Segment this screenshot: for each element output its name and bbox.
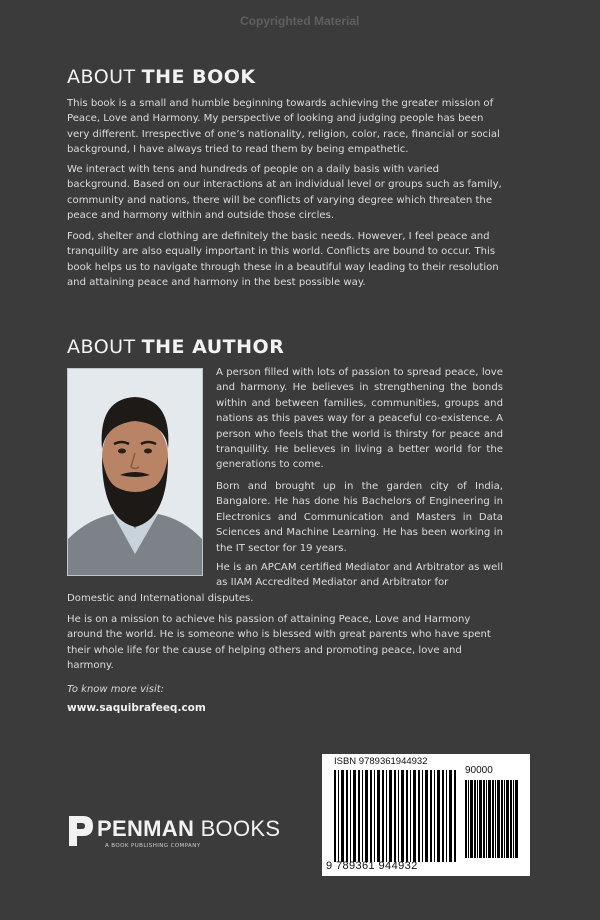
barcode-bar [353,770,356,862]
about-book-title-bold: THE BOOK [141,66,256,88]
about-book-title [67,66,256,88]
barcode-bar [454,770,456,862]
author-paragraph-3-line1: He is an APCAM certified Mediator and Arbitrator as well as IIAM Accredited Mediator and Arbitrator for [216,562,503,589]
visit-label: To know more visit: [67,684,165,695]
barcode-bar [470,780,473,858]
barcode-bar [377,770,380,862]
barcode-bar [406,770,408,862]
barcode-bar [474,780,476,858]
barcode-bar [515,780,518,858]
barcode-bar [437,770,440,862]
barcode-bars [334,770,458,862]
barcode-bar [338,770,339,862]
penman-logo-icon [67,814,95,848]
barcode-bar [362,770,363,862]
author-paragraph-2: Born and brought up in the garden city of India, Bangalore. He has done his Bachelors of Engineering in Electronics and Communication and Masters in Data Sciences and Machine Learning. He has been working in the IT sector for 19 years. [216,481,503,554]
barcode-bar [513,780,514,858]
barcode-bar [418,770,420,862]
about-book-title-light: ABOUT [67,66,136,88]
barcode-bar [501,780,503,858]
barcode-digits: 9 789361 944932 [326,860,418,872]
barcode-bar [468,780,469,858]
about-author-title [67,336,284,358]
barcode-bar [346,770,348,862]
price-code: 90000 [465,765,493,776]
barcode-bar [446,770,447,862]
barcode-bar [483,780,485,858]
publisher-logo [67,814,287,854]
website-link[interactable]: www.saquibrafeeq.com [67,702,206,714]
about-author-title-light: ABOUT [67,336,136,358]
publisher-name-bold: PENMAN [97,816,195,841]
barcode-bar [510,780,512,858]
barcode-bar [365,770,368,862]
barcode-bar [401,770,404,862]
author-photo [67,368,203,576]
barcode-bar [374,770,375,862]
barcode-bar [479,780,482,858]
barcode-bar [394,770,396,862]
book-paragraph-1: This book is a small and humble beginning towards achieving the greater mission of Peace, Love and Harmony. My perspective of looking and judging people has been very different. Irrespective of one’s nationality, religion, color, race, financial or social background, I have always tried to read them by being empathetic. [67,98,500,156]
barcode-bar [477,780,478,858]
watermark: Copyrighted Material [240,14,360,28]
author-paragraph-1: A person filled with lots of passion to spread peace, love and harmony. He believes in strengthening the bonds within and between families, communities, groups and nations as this paves way for a peaceful co-existence. A person who feels that the world is thirsty for peace and tranquility. He believes in living a better world for the generations to come. [216,367,503,471]
barcode-bar [506,780,509,858]
barcode-bar [334,770,336,862]
author-portrait-illustration [68,369,202,575]
addon-barcode-bars [465,780,519,858]
barcode-bar [389,770,392,862]
barcode-bar [442,770,444,862]
barcode-bar [434,770,435,862]
barcode-bar [358,770,360,862]
barcode-bar [465,780,467,858]
publisher-tagline: A BOOK PUBLISHING COMPANY [105,843,201,849]
barcode-bar [410,770,411,862]
barcode-bar [449,770,452,862]
barcode-bar [492,780,494,858]
barcode-bar [370,770,372,862]
barcode-bar [504,780,505,858]
barcode-bar [350,770,351,862]
barcode-bar [398,770,399,862]
barcode-bar [486,780,487,858]
barcode-bar [341,770,344,862]
barcode-bar [422,770,423,862]
book-paragraph-2: We interact with tens and hundreds of people on a daily basis with varied background. Based on our interactions at an individual level or groups such as family, community and nations, there will be conflicts of varying degree which threaten the peace and harmony within and outside those circles. [67,164,502,222]
barcode-bar [413,770,416,862]
barcode-bar [497,780,500,858]
author-paragraph-4: He is on a mission to achieve his passion of attaining Peace, Love and Harmony around the world. He is someone who is blessed with great parents who have spent their whole life for the cause of helping others and promoting peace, love and harmony. [67,614,491,672]
barcode-bar [488,780,491,858]
barcode-bar [386,770,387,862]
barcode-bar [430,770,432,862]
author-paragraph-3-line2: Domestic and International disputes. [67,593,254,604]
publisher-name-light: BOOKS [200,816,281,841]
book-paragraph-3: Food, shelter and clothing are definitely the basic needs. However, I feel peace and tranquility are also equally important in this world. Conflicts are bound to occur. This book helps us to navigate through these in a beautiful way leading to their resolution and attaining peace and harmony in the best possible way. [67,231,499,289]
barcode-bar [382,770,384,862]
barcode-bar [495,780,496,858]
barcode-bar [425,770,428,862]
isbn-label: ISBN 9789361944932 [334,756,428,767]
publisher-name [97,816,280,842]
about-author-title-bold: THE AUTHOR [141,336,285,358]
isbn-barcode [322,754,530,876]
